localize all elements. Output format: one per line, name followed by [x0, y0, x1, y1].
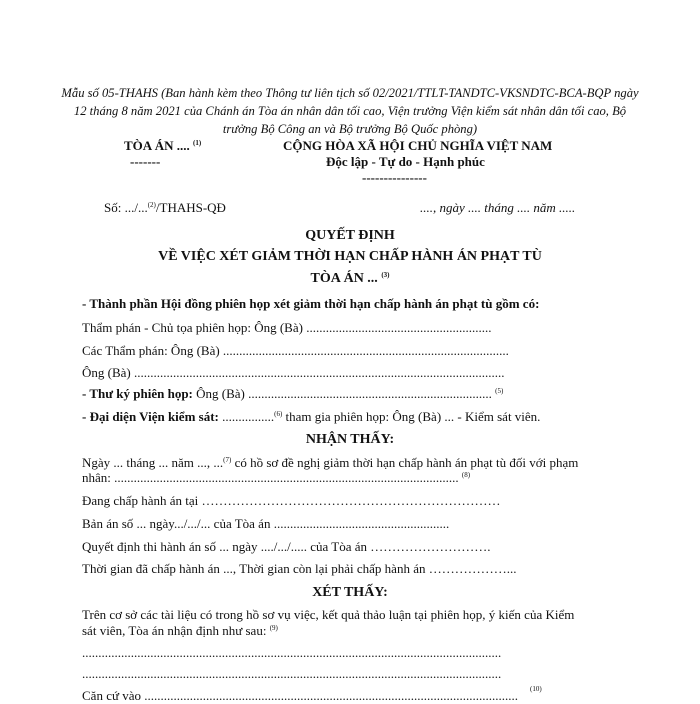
judgment-line: Bản án số ... ngày.../.../... của Tòa án ...................................................... [82, 516, 450, 531]
enforcement-decision-line: Quyết định thi hành án số ... ngày ..../.../..... của Tòa án ………………………. [82, 539, 491, 554]
document-number: Số: .../...$^{(2)}$/THAHS-QĐ [104, 200, 226, 215]
date-line: ...., ngày .... tháng .... năm ..... [420, 200, 576, 215]
court-name-note: (1) [192, 139, 202, 147]
findings-line-1: Ngày ... tháng ... năm ..., ...$^{(7)}$ có hồ sơ đề nghị giảm thời hạn chấp hành án phạt tù đối với phạm [82, 455, 579, 470]
considerations-line-1: Trên cơ sở các tài liệu có trong hồ sơ vụ việc, kết quả thảo luận tại phiên họp, ý kiến của Kiểm [82, 607, 575, 622]
secretary-line: - Thư ký phiên họp: Ông (Bà) ........................................................................... $^{(5)}$ [82, 386, 504, 401]
serving-time-line: Thời gian đã chấp hành án ..., Thời gian còn lại phải chấp hành án ………………... [82, 561, 517, 576]
considerations-blank-1: ................................................................................................................................. [82, 645, 502, 660]
nation-title: CỘNG HÒA XÃ HỘI CHỦ NGHĨA VIỆT NAM [283, 138, 553, 153]
council-heading: - Thành phần Hội đồng phiên họp xét giảm thời hạn chấp hành án phạt tù gồm có: [82, 296, 540, 311]
other-member-line: Ông (Bà) .................................................................................................................. [82, 365, 505, 380]
decision-title: QUYẾT ĐỊNH [305, 228, 395, 243]
considerations-heading: XÉT THẤY: [312, 585, 388, 600]
nation-dashes: --------------- [362, 170, 427, 185]
decision-court: TÒA ÁN ... $^{(3)}$ [310, 271, 390, 286]
procuracy-note: (6) [274, 410, 283, 418]
form-header-note: Mẫu số 05-THAHS (Ban hành kèm theo Thông tư liên tịch số 02/2021/TTLT-TANDTC-VKSNDTC-BCA-BQP ngày 12 tháng 8 năm 2021 của Chánh án Tòa án nhân dân tối cao, Viện trưởng Viện kiểm sát nhân dân tối cao, Bộ trưởng Bộ Công an và Bộ trưởng Bộ Quốc phòng) [61, 86, 639, 136]
considerations-note-9: (9) [269, 624, 278, 632]
procuracy-line: - Đại diện Viện kiểm sát: ................$^{(6)}$ tham gia phiên họp: Ông (Bà) ... - Kiểm sát viên. [82, 409, 541, 424]
court-name: TÒA ÁN .... $^{(1)}$ [124, 138, 202, 153]
presiding-judge-line: Thẩm phán - Chủ tọa phiên họp: Ông (Bà) ......................................................... [82, 320, 492, 335]
decision-subject: VỀ VIỆC XÉT GIẢM THỜI HẠN CHẤP HÀNH ÁN PHẠT TÙ [158, 249, 542, 264]
considerations-line-2: sát viên, Tòa án nhận định như sau: $^{(9)}$ [82, 623, 278, 638]
judges-line: Các Thẩm phán: Ông (Bà) ........................................................................................ [82, 343, 509, 358]
basis-note: (10) [530, 685, 542, 693]
findings-line-2: nhân: .......................................................................................................... $^{(8)}$ [82, 470, 471, 485]
findings-heading: NHẬN THẤY: [305, 432, 395, 447]
document-number-note: (2) [147, 201, 156, 209]
findings-note-7: (7) [223, 456, 232, 464]
serving-place-line: Đang chấp hành án tại …………………………………………………………… [82, 493, 501, 508]
considerations-blank-2: ................................................................................................................................. [82, 666, 502, 681]
findings-note-8: (8) [461, 471, 471, 479]
court-dashes: ------- [130, 154, 161, 169]
basis-line: Căn cứ vào ................................................................................................................... [82, 688, 519, 703]
decision-court-note: (3) [381, 271, 390, 279]
nation-motto: Độc lập - Tự do - Hạnh phúc [326, 154, 485, 169]
secretary-note: (5) [495, 387, 504, 395]
